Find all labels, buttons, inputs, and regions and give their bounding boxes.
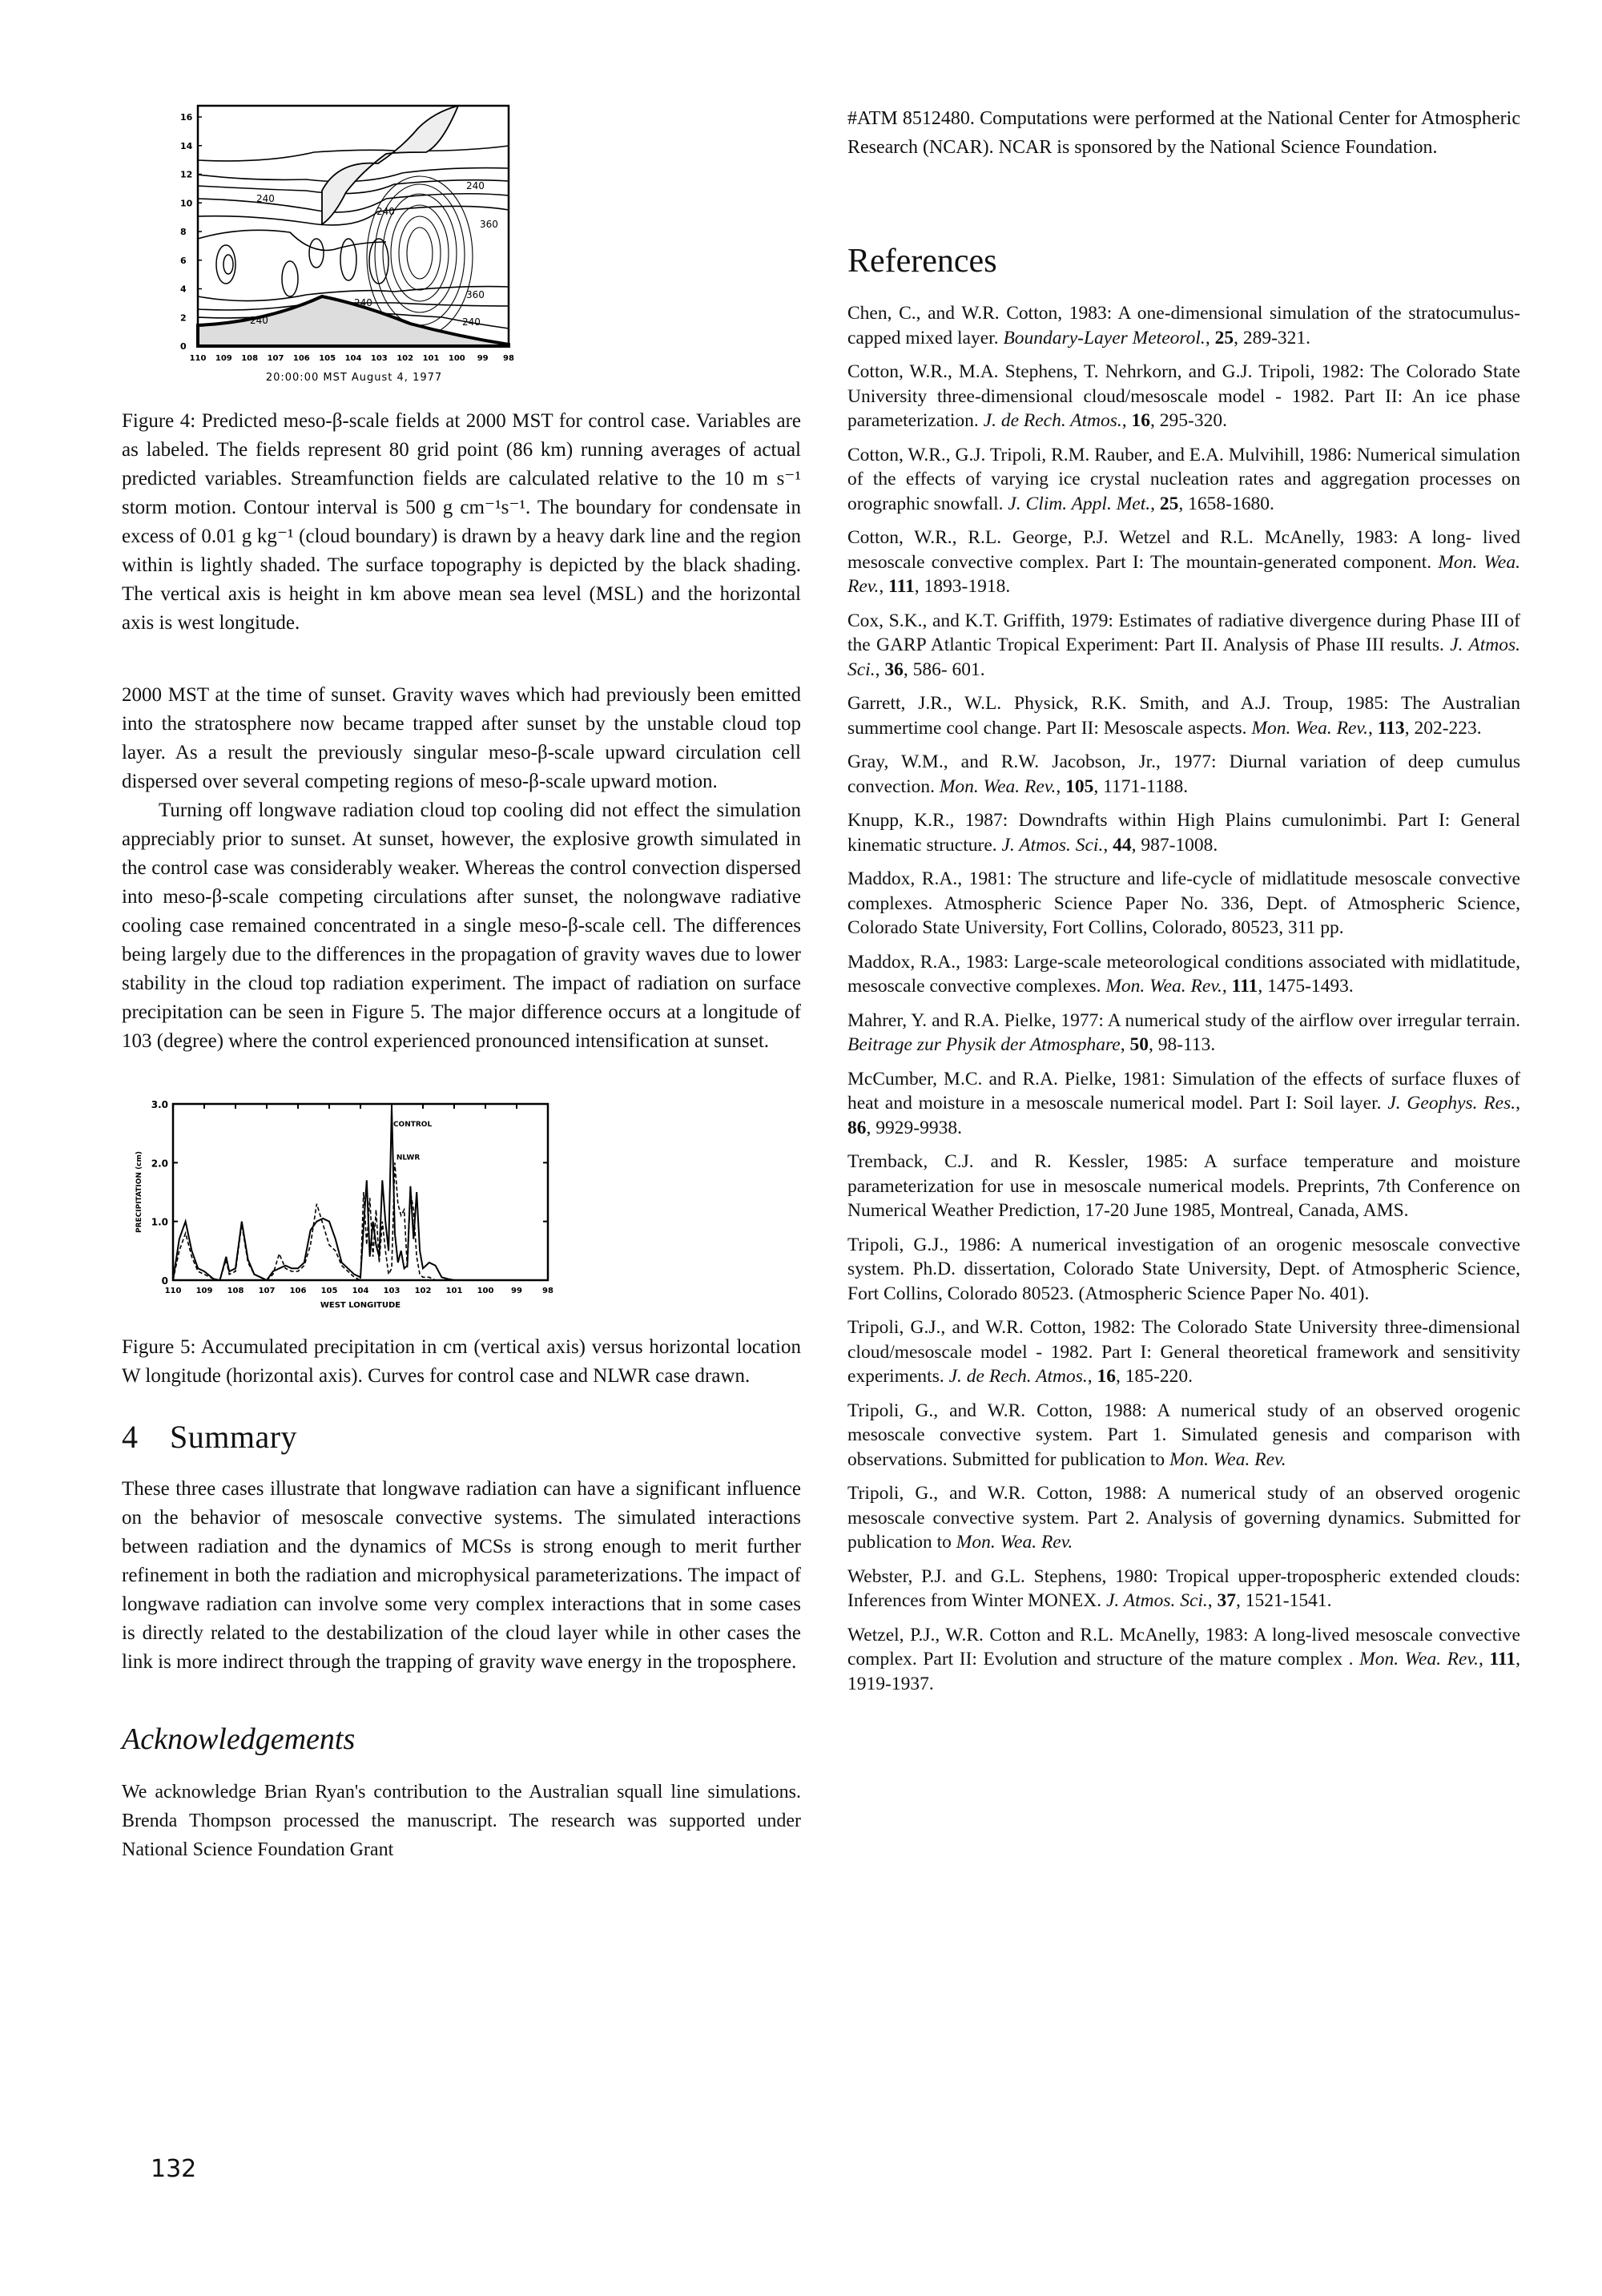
svg-text:240: 240	[256, 193, 275, 204]
y-tick-label: 16	[180, 112, 193, 123]
figure-5-caption: Figure 5: Accumulated precipitation in cm (vertical axis) versus horizontal location W longitude (horizontal axis). Curves for control case and NLWR case drawn.	[122, 1336, 801, 1387]
reference-text: Chen, C., and W.R. Cotton, 1983: A one-dimensional simulation of the stratocumulus-capped mixed layer.	[847, 303, 1520, 348]
x-tick-label: 105	[320, 1287, 338, 1295]
reference-journal: Boundary-Layer Meteorol.	[1003, 327, 1206, 348]
plot-frame	[173, 1104, 548, 1280]
reference-pages: , 295-320.	[1150, 410, 1227, 431]
reference-text: McCumber, M.C. and R.A. Pielke, 1981: Simulation of the effects of surface fluxes of heat and moisture in a mesoscale numerical model. Part I: Soil layer.	[847, 1068, 1520, 1114]
svg-text:360: 360	[480, 219, 498, 230]
reference-item: Garrett, J.R., W.L. Physick, R.K. Smith, and A.J. Troup, 1985: The Australian summertime cool change. Part II: Mesoscale aspects. Mon. Wea. Rev., 113, 202-223.	[847, 693, 1520, 739]
x-tick-label: 102	[396, 354, 414, 363]
reference-journal: J. Atmos. Sci.	[847, 634, 1521, 680]
body-paragraph-2: Turning off longwave radiation cloud top cooling did not effect the simulation appreciably prior to sunset. At sunset, however, the explosive growth simulated in the control case was considerably weaker. Whereas the control convection dispersed into meso-β-scale competing circulations after sunset, the nolongwave radiative cooling case remained concentrated in a single meso-β-scale cell. The differences being largely due to the differences in the propagation of gravity waves due to lower stability in the cloud top radiation experiment. The impact of radiation on surface precipitation can be seen in Figure 5. The major difference occurs at a longitude of 103 (degree) where the control experienced pronounced intensification at sunset.	[122, 800, 801, 1052]
reference-item	[847, 1399, 1520, 1472]
x-tick-label: 100	[448, 354, 465, 363]
reference-item: Maddox, R.A., 1983: Large-scale meteorological conditions associated with midlatitude, mesoscale convective complexes. Mon. Wea. Rev., 111, 1475-1493.	[847, 951, 1520, 997]
x-tick-label: 108	[227, 1287, 244, 1295]
x-tick-label: 102	[414, 1287, 432, 1295]
x-tick-label: 103	[370, 354, 388, 363]
y-axis-label: PRECIPITATION (cm)	[135, 1150, 143, 1234]
reference-text: Cox, S.K., and K.T. Griffith, 1979: Estimates of radiative divergence during Phase III of the GARP Atlantic Tropical Experiment: Part II. Analysis of Phase III results.	[847, 610, 1520, 655]
reference-item	[847, 1150, 1520, 1223]
references-heading: References	[847, 243, 997, 280]
reference-pages: , 1893-1918.	[914, 576, 1011, 597]
reference-volume: 25	[1214, 327, 1234, 348]
acknowledgements-heading: Acknowledgements	[122, 1722, 356, 1756]
x-tick-label: 109	[195, 1287, 213, 1295]
reference-text: Tripoli, G., and W.R. Cotton, 1988: A numerical study of an observed orogenic mesoscale convective system. Part 1. Simulated genesis and comparison with observations. Submitted for publication to	[847, 1400, 1520, 1470]
reference-text: Tripoli, G.J., 1986: A numerical investigation of an orogenic mesoscale convective system. Ph.D. dissertation, Colorado State University, Dept. of Atmospheric Science, Fort Collins, Colorado 80523. (Atmospheric Science Paper No. 401).	[847, 1234, 1520, 1304]
reference-item: Gray, W.M., and R.W. Jacobson, Jr., 1977: Diurnal variation of deep cumulus convection. Mon. Wea. Rev., 105, 1171-1188.	[847, 751, 1520, 797]
svg-text:240: 240	[466, 180, 485, 191]
figure-4-caption: Figure 4: Predicted meso-β-scale fields at 2000 MST for control case. Variables are as labeled. The fields represent 80 grid point (86 km) running averages of actual predicted variables. Streamfunction fields are calculated relative to the 10 m s⁻¹ storm motion. Contour interval is 500 g cm⁻¹s⁻¹. The boundary for condensate in excess of 0.01 g kg⁻¹ (cloud boundary) is drawn by a heavy dark line and the region within is lightly shaded. The surface topography is depicted by the black shading. The vertical axis is height in km above mean sea level (MSL) and the horizontal axis is west longitude.	[122, 410, 801, 634]
reference-text: Tripoli, G.J., and W.R. Cotton, 1982: The Colorado State University three-dimensional cloud/mesoscale model - 1982. Part I: General theoretical framework and sensitivity experiments.	[847, 1317, 1520, 1387]
reference-pages: , 9929-9938.	[866, 1117, 962, 1138]
acknowledgements-continued: #ATM 8512480. Computations were performed at the National Center for Atmospheric Research (NCAR). NCAR is sponsored by the National Science Foundation.	[847, 108, 1520, 158]
reference-pages: , 1658-1680.	[1178, 493, 1274, 514]
x-tick-label: 99	[511, 1287, 522, 1295]
body-paragraph-1: 2000 MST at the time of sunset. Gravity waves which had previously been emitted into the stratosphere now became trapped after sunset by the unstable cloud top layer. As a result the previously singular meso-β-scale upward circulation cell dispersed over several competing regions of meso-β-scale upward motion.	[122, 684, 801, 792]
figure-4	[122, 96, 801, 401]
x-tick-label: 110	[164, 1287, 182, 1295]
y-tick-label: 4	[180, 284, 187, 295]
y-tick-label: 0	[161, 1275, 168, 1287]
y-tick-label: 8	[180, 227, 187, 237]
reference-text: Maddox, R.A., 1983: Large-scale meteorological conditions associated with midlatitude, mesoscale convective complexes.	[847, 951, 1520, 997]
reference-text: Tripoli, G., and W.R. Cotton, 1988: A numerical study of an observed orogenic mesoscale convective system. Part 2. Analysis of governing dynamics. Submitted for publication to	[847, 1483, 1520, 1553]
reference-text: Knupp, K.R., 1987: Downdrafts within High Plains cumulonimbi. Part I: General kinematic structure.	[847, 810, 1520, 856]
figure-5	[122, 1088, 801, 1328]
reference-item: McCumber, M.C. and R.A. Pielke, 1981: Simulation of the effects of surface fluxes of heat and moisture in a mesoscale numerical model. Part I: Soil layer. J. Geophys. Res., 86, 9929-9938.	[847, 1068, 1520, 1138]
reference-item	[847, 1233, 1520, 1307]
reference-volume: 105	[1065, 775, 1094, 797]
reference-journal: Mon. Wea. Rev.	[956, 1532, 1073, 1553]
reference-text: Wetzel, P.J., W.R. Cotton and R.L. McAnelly, 1983: A long-lived mesoscale convective complex. Part II: Evolution and structure of the mature complex .	[847, 1624, 1520, 1670]
reference-pages: , 586- 601.	[903, 659, 985, 680]
reference-pages: , 98-113.	[1148, 1034, 1216, 1055]
reference-pages: , 202-223.	[1404, 717, 1482, 739]
reference-volume: 16	[1097, 1366, 1117, 1387]
x-tick-label: 106	[292, 354, 310, 363]
x-tick-label: 103	[383, 1287, 400, 1295]
section-heading-summary	[122, 1418, 801, 1456]
x-tick-label: 101	[445, 1287, 463, 1295]
reference-journal: Beitrage zur Physik der Atmosphare	[847, 1034, 1121, 1055]
right-column	[847, 104, 1520, 1706]
reference-item: Cotton, W.R., G.J. Tripoli, R.M. Rauber, and E.A. Mulvihill, 1986: Numerical simulation of the effects of varying ice crystal nucleation rates and aggregation processes on orographic snowfall. J. Clim. Appl. Met., 25, 1658-1680.	[847, 444, 1520, 514]
reference-item	[847, 867, 1520, 941]
reference-item: Knupp, K.R., 1987: Downdrafts within High Plains cumulonimbi. Part I: General kinematic structure. J. Atmos. Sci., 44, 987-1008.	[847, 810, 1520, 856]
reference-volume: 16	[1131, 410, 1151, 431]
reference-journal: Mon. Wea. Rev.	[1359, 1649, 1479, 1670]
x-tick-label: 107	[258, 1287, 276, 1295]
svg-text:240: 240	[462, 316, 481, 328]
y-tick-label: 12	[180, 169, 193, 180]
reference-pages: , 1919-1937.	[847, 1649, 1520, 1694]
x-tick-label: 104	[344, 354, 362, 363]
x-tick-label: 107	[267, 354, 284, 363]
reference-volume: 113	[1377, 717, 1405, 739]
x-tick-label: 108	[241, 354, 259, 363]
reference-journal: Mon. Wea. Rev.	[847, 551, 1520, 597]
x-tick-label: 110	[189, 354, 207, 363]
y-tick-label: 6	[180, 255, 187, 266]
reference-item: Tripoli, G.J., and W.R. Cotton, 1982: The Colorado State University three-dimensional cloud/mesoscale model - 1982. Part I: General theoretical framework and sensitivity experiments. J. de Rech. Atmos., 16, 185-220.	[847, 1317, 1520, 1387]
y-tick-label: 2.0	[151, 1158, 168, 1170]
x-tick-label: 101	[422, 354, 440, 363]
reference-journal: Mon. Wea. Rev.	[1251, 717, 1368, 739]
left-column	[122, 96, 801, 1864]
reference-text: Gray, W.M., and R.W. Jacobson, Jr., 1977: Diurnal variation of deep cumulus convection.	[847, 751, 1520, 797]
reference-journal: Mon. Wea. Rev.	[1105, 976, 1222, 997]
y-tick-label: 1.0	[151, 1216, 168, 1228]
reference-text: Maddox, R.A., 1981: The structure and life-cycle of midlatitude mesoscale convective complexes. Atmospheric Science Paper No. 336, Dept. of Atmospheric Science, Colorado State University, Fort Collins, Colorado, 80523, 311 pp.	[847, 868, 1520, 938]
reference-text: Garrett, J.R., W.L. Physick, R.K. Smith, and A.J. Troup, 1985: The Australian summertime cool change. Part II: Mesoscale aspects.	[847, 693, 1520, 739]
reference-text: Cotton, W.R., R.L. George, P.J. Wetzel and R.L. McAnelly, 1983: A long- lived mesoscale convective complex. Part I: The mountain-generated component.	[847, 527, 1520, 573]
y-tick-label: 14	[180, 140, 193, 151]
reference-item: Cotton, W.R., R.L. George, P.J. Wetzel and R.L. McAnelly, 1983: A long- lived mesoscale convective complex. Part I: The mountain-generated component. Mon. Wea. Rev., 111, 1893-1918.	[847, 527, 1520, 597]
acknowledgements-text: We acknowledge Brian Ryan's contribution to the Australian squall line simulations. Brenda Thompson processed the manuscript. The research was supported under National Science Foundation Grant	[122, 1782, 801, 1860]
reference-pages: , 1475-1493.	[1258, 976, 1354, 997]
reference-pages: , 289-321.	[1234, 327, 1311, 348]
reference-item: Mahrer, Y. and R.A. Pielke, 1977: A numerical study of the airflow over irregular terrain. Beitrage zur Physik der Atmosphare, 50, 98-113.	[847, 1009, 1520, 1055]
reference-volume: 25	[1159, 493, 1179, 514]
reference-volume: 36	[884, 659, 904, 680]
reference-volume: 50	[1129, 1034, 1149, 1055]
reference-journal: J. Clim. Appl. Met.	[1008, 493, 1151, 514]
reference-item: Cox, S.K., and K.T. Griffith, 1979: Estimates of radiative divergence during Phase III of the GARP Atlantic Tropical Experiment: Part II. Analysis of Phase III results. J. Atmos. Sci., 36, 586- 601.	[847, 610, 1521, 680]
reference-journal: J. de Rech. Atmos.	[983, 410, 1122, 431]
reference-volume: 111	[1231, 976, 1258, 997]
reference-item: Webster, P.J. and G.L. Stephens, 1980: Tropical upper-tropospheric extended clouds: Inferences from Winter MONEX. J. Atmos. Sci., 37, 1521-1541.	[847, 1565, 1520, 1611]
svg-text:360: 360	[466, 289, 485, 300]
x-tick-label: 109	[215, 354, 232, 363]
reference-journal: Mon. Wea. Rev.	[1169, 1448, 1286, 1470]
x-tick-label: 100	[477, 1287, 494, 1295]
reference-volume: 111	[888, 576, 915, 597]
reference-item	[847, 1481, 1520, 1555]
reference-journal: J. de Rech. Atmos.	[948, 1366, 1088, 1387]
x-axis-label: WEST LONGITUDE	[320, 1301, 401, 1310]
reference-pages: , 1521-1541.	[1236, 1590, 1332, 1611]
reference-item: Cotton, W.R., M.A. Stephens, T. Nehrkorn, and G.J. Tripoli, 1982: The Colorado State University three-dimensional cloud/mesoscale model - 1982. Part II: An ice phase parameterization. J. de Rech. Atmos., 16, 295-320.	[847, 361, 1520, 431]
reference-journal: J. Geophys. Res.	[1387, 1093, 1516, 1114]
svg-text:240: 240	[376, 206, 395, 217]
reference-text: Webster, P.J. and G.L. Stephens, 1980: Tropical upper-tropospheric extended clouds: Inferences from Winter MONEX.	[847, 1565, 1520, 1611]
reference-text: Tremback, C.J. and R. Kessler, 1985: A surface temperature and moisture parameterization for use in mesoscale numerical models. Preprints, 7th Conference on Numerical Weather Prediction, 17-20 June 1985, Montreal, Canada, AMS.	[847, 1151, 1520, 1221]
reference-item: Wetzel, P.J., W.R. Cotton and R.L. McAnelly, 1983: A long-lived mesoscale convective complex. Part II: Evolution and structure of the mature complex . Mon. Wea. Rev., 111, 1919-1937.	[847, 1624, 1520, 1694]
page-number: 132	[151, 2155, 197, 2183]
section-number: 4	[122, 1419, 139, 1455]
y-tick-label: 0	[180, 341, 187, 352]
reference-text: Cotton, W.R., G.J. Tripoli, R.M. Rauber, and E.A. Mulvihill, 1986: Numerical simulation of the effects of varying ice crystal nucleation rates and aggregation processes on orographic snowfall.	[847, 444, 1520, 514]
svg-text:20:00:00 MST August 4, 1977: 20:00:00 MST August 4, 1977	[265, 372, 443, 384]
reference-text: Cotton, W.R., M.A. Stephens, T. Nehrkorn, and G.J. Tripoli, 1982: The Colorado State University three-dimensional cloud/mesoscale model - 1982. Part II: An ice phase parameterization.	[847, 361, 1520, 431]
y-tick-label: 10	[180, 198, 193, 209]
reference-journal: J. Atmos. Sci.	[1105, 1590, 1208, 1611]
reference-pages: , 185-220.	[1116, 1366, 1193, 1387]
control-label: CONTROL	[392, 1120, 433, 1129]
reference-text: Mahrer, Y. and R.A. Pielke, 1977: A numerical study of the airflow over irregular terrain.	[847, 1009, 1520, 1031]
reference-volume: 37	[1217, 1590, 1237, 1611]
figure-4-contour-plot	[122, 96, 801, 401]
svg-text:240: 240	[354, 297, 372, 308]
nlwr-label: NLWR	[396, 1154, 421, 1162]
control-curve	[173, 1107, 548, 1280]
x-tick-label: 104	[352, 1287, 369, 1295]
x-tick-label: 105	[319, 354, 336, 363]
reference-item: Chen, C., and W.R. Cotton, 1983: A one-dimensional simulation of the stratocumulus-capped mixed layer. Boundary-Layer Meteorol., 25, 289-321.	[847, 303, 1520, 348]
x-tick-label: 98	[542, 1287, 553, 1295]
reference-pages: , 1171-1188.	[1093, 775, 1189, 797]
reference-volume: 111	[1489, 1649, 1516, 1670]
x-tick-label: 98	[503, 354, 514, 363]
reference-journal: J. Atmos. Sci.	[1001, 834, 1104, 856]
reference-journal: Mon. Wea. Rev.	[939, 775, 1057, 797]
y-tick-label: 2	[180, 312, 187, 324]
summary-paragraph: These three cases illustrate that longwave radiation can have a significant influence on the behavior of mesoscale convective systems. The simulated interactions between radiation and the dynamics of MCSs is strong enough to merit further refinement in both the radiation and microphysical parameterizations. The impact of longwave radiation can involve some very complex interactions that in some cases is directly related to the destabilization of the cloud layer while in other cases the link is more indirect through the trapping of gravity wave energy in the troposphere.	[122, 1478, 801, 1673]
x-tick-label: 106	[289, 1287, 307, 1295]
section-title: Summary	[170, 1419, 298, 1455]
y-tick-label: 3.0	[151, 1099, 168, 1110]
reference-volume: 44	[1113, 834, 1132, 856]
x-tick-label: 99	[477, 354, 489, 363]
nlwr-curve	[173, 1162, 548, 1280]
figure-5-precip-chart	[122, 1088, 801, 1328]
reference-pages: , 987-1008.	[1131, 834, 1218, 856]
reference-volume: 86	[847, 1117, 867, 1138]
references-list	[847, 301, 1520, 1696]
svg-text:240: 240	[250, 315, 268, 326]
